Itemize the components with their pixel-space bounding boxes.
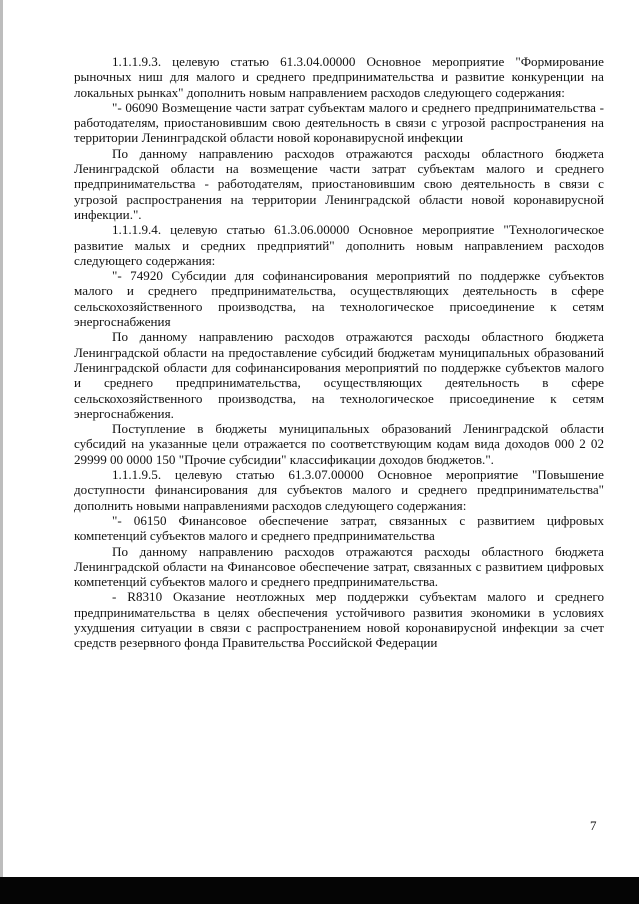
paragraph-74920-description: По данному направлению расходов отражаются расходы областного бюджета Ленинградской области на предоставление субсидий бюджетам муниципальных образований Ленинградской области для софинансирования мероприятий по поддержке субъектов малого и среднего предпринимательства, осуществляющих деятельность в сфере сельскохозяйственного производства, на технологическое присоединение к сетям энергоснабжения. [74, 329, 604, 421]
scan-left-edge [0, 0, 3, 878]
paragraph-1-1-1-9-3: 1.1.1.9.3. целевую статью 61.3.04.00000 Основное мероприятие "Формирование рыночных ниш для малого и среднего предпринимательства и развитие конкуренции на локальных рынках" дополнить новым направлением расходов следующего содержания: [74, 54, 604, 100]
scan-bottom-edge [0, 877, 639, 904]
paragraph-r8310-item: - R8310 Оказание неотложных мер поддержки субъектам малого и среднего предпринимательства в целях обеспечения устойчивого развития экономики в условиях ухудшения ситуации в связи с распространением новой коронавирусной инфекции за счет средств резервного фонда Правительства Российской Федерации [74, 589, 604, 651]
paragraph-06090-item: "- 06090 Возмещение части затрат субъектам малого и среднего предпринимательства - работодателям, приостановившим свою деятельность в связи с угрозой распространения на территории Ленинградской области новой коронавирусной инфекции [74, 99, 604, 146]
paragraph-74920-item: "- 74920 Субсидии для софинансирования мероприятий по поддержке субъектов малого и среднего предпринимательства, осуществляющих деятельность в сфере сельскохозяйственного производства, на технологическое присоединение к сетям энергоснабжения [74, 268, 604, 330]
paragraph-1-1-1-9-5: 1.1.1.9.5. целевую статью 61.3.07.00000 Основное мероприятие "Повышение доступности финансирования для субъектов малого и среднего предпринимательства" дополнить новыми направлениями расходов следующего содержания: [74, 467, 604, 513]
paragraph-06150-description: По данному направлению расходов отражаются расходы областного бюджета Ленинградской области на Финансовое обеспечение затрат, связанных с развитием цифровых компетенций субъектов малого и среднего предпринимательства. [74, 543, 604, 590]
paragraph-06090-description: По данному направлению расходов отражаются расходы областного бюджета Ленинградской области на возмещение части затрат субъектам малого и среднего предпринимательства - работодателям, приостановившим свою деятельность в связи с угрозой распространения на территории Ленинградской области новой коронавирусной инфекции.". [74, 145, 604, 222]
paragraph-1-1-1-9-4: 1.1.1.9.4. целевую статью 61.3.06.00000 Основное мероприятие "Технологическое развитие малых и средних предприятий" дополнить новым направлением расходов следующего содержания: [74, 222, 604, 268]
page-number: 7 [590, 818, 597, 833]
paragraph-06150-item: "- 06150 Финансовое обеспечение затрат, связанных с развитием цифровых компетенций субъектов малого и среднего предпринимательства [74, 512, 604, 544]
document-body [74, 54, 604, 651]
paragraph-subsidy-income: Поступление в бюджеты муниципальных образований Ленинградской области субсидий на указанные цели отражается по соответствующим кодам вида доходов 000 2 02 29999 00 0000 150 "Прочие субсидии" классификации доходов бюджетов.". [74, 421, 604, 467]
